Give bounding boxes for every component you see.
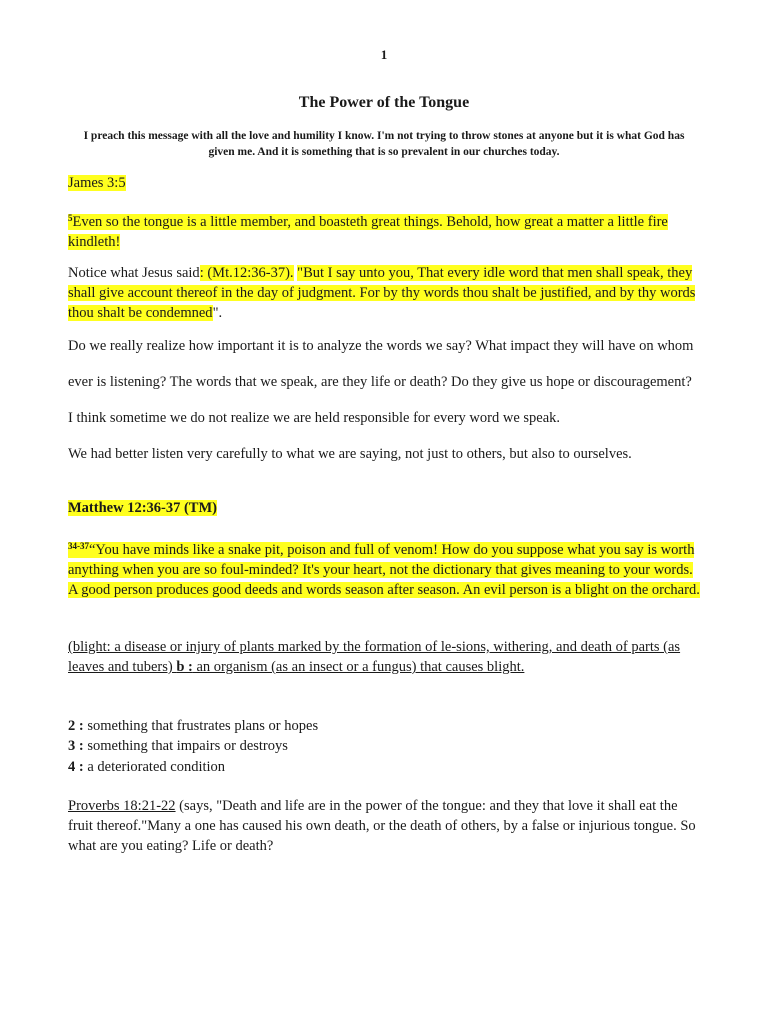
james-reference bbox=[68, 173, 700, 193]
matthew-verse bbox=[68, 536, 700, 600]
definition-text: a deteriorated condition bbox=[83, 759, 226, 775]
notice-paragraph bbox=[68, 263, 700, 323]
definition-text: something that frustrates plans or hopes bbox=[83, 718, 319, 734]
notice-lead: Notice what Jesus said bbox=[68, 265, 200, 281]
definition-number: 3 : bbox=[68, 738, 84, 754]
proverbs-paragraph bbox=[68, 796, 700, 856]
definition-item-4 bbox=[68, 757, 700, 777]
blight-definition-a: (blight: a disease or injury of plants marked by the formation of le-sions, withering, and death of parts (as leaves and tubers) bbox=[68, 639, 681, 675]
definition-text: something that impairs or destroys bbox=[83, 738, 288, 754]
matthew-reference-text: Matthew 12:36-37 (TM) bbox=[68, 500, 217, 516]
blight-definition-b-text: an organism (as an insect or a fungus) that causes blight. bbox=[192, 659, 525, 675]
intro-statement: I preach this message with all the love and humility I know. I'm not trying to throw stones at anyone but it is what God has given me. And it is something that is so prevalent in our churches today. bbox=[83, 130, 685, 158]
page-number: 1 bbox=[380, 47, 388, 62]
james-verse-number: 5 bbox=[68, 213, 73, 223]
definition-number: 2 : bbox=[68, 718, 84, 734]
definition-item-2 bbox=[68, 716, 700, 736]
matthew-reference bbox=[68, 498, 700, 518]
james-verse-text: Even so the tongue is a little member, and boasteth great things. Behold, how great a matter a little fire kindleth! bbox=[68, 214, 668, 250]
reflection-paragraph: Do we really realize how important it is to analyze the words we say? What impact they will have on whom ever is listening? The words that we speak, are they life or death? Do they give us hope or discouragement? I think sometime we do not realize we are held responsible for every word we speak. bbox=[68, 338, 694, 426]
listen-paragraph: We had better listen very carefully to what we are saying, not just to others, but also to ourselves. bbox=[68, 446, 632, 462]
definition-item-3 bbox=[68, 736, 700, 756]
matthew-verse-text: “You have minds like a snake pit, poison and full of venom! How do you suppose what you say is worth anything when you are so foul-minded? It's your heart, not the dictionary that gives meaning to your words. A good person produces good deeds and words season after season. An evil person is a blight on the orchard. bbox=[68, 542, 700, 598]
matthew-verse-number: 34-37 bbox=[68, 541, 89, 551]
notice-quote: "But I say unto you, That every idle word that men shall speak, they shall give account thereof in the day of judgment. For by thy words thou shalt be justified, and by thy words thou shalt be condemned bbox=[68, 265, 696, 321]
blight-definition bbox=[68, 637, 700, 677]
notice-end: ". bbox=[212, 305, 223, 321]
proverbs-text: (says, "Death and life are in the power of the tongue: and they that love it shall eat the fruit thereof."Many a one has caused his own death, or the death of others, by a false or injurious tongue. So what are you eating? Life or death? bbox=[68, 798, 696, 854]
proverbs-reference: Proverbs 18:21-22 bbox=[68, 798, 176, 814]
blight-definition-b-label: b : bbox=[176, 659, 193, 675]
james-verse bbox=[68, 208, 700, 252]
page-title: The Power of the Tongue bbox=[298, 94, 470, 111]
james-reference-text: James 3:5 bbox=[68, 175, 126, 191]
definition-number: 4 : bbox=[68, 759, 84, 775]
notice-reference: : (Mt.12:36-37). bbox=[199, 265, 294, 281]
